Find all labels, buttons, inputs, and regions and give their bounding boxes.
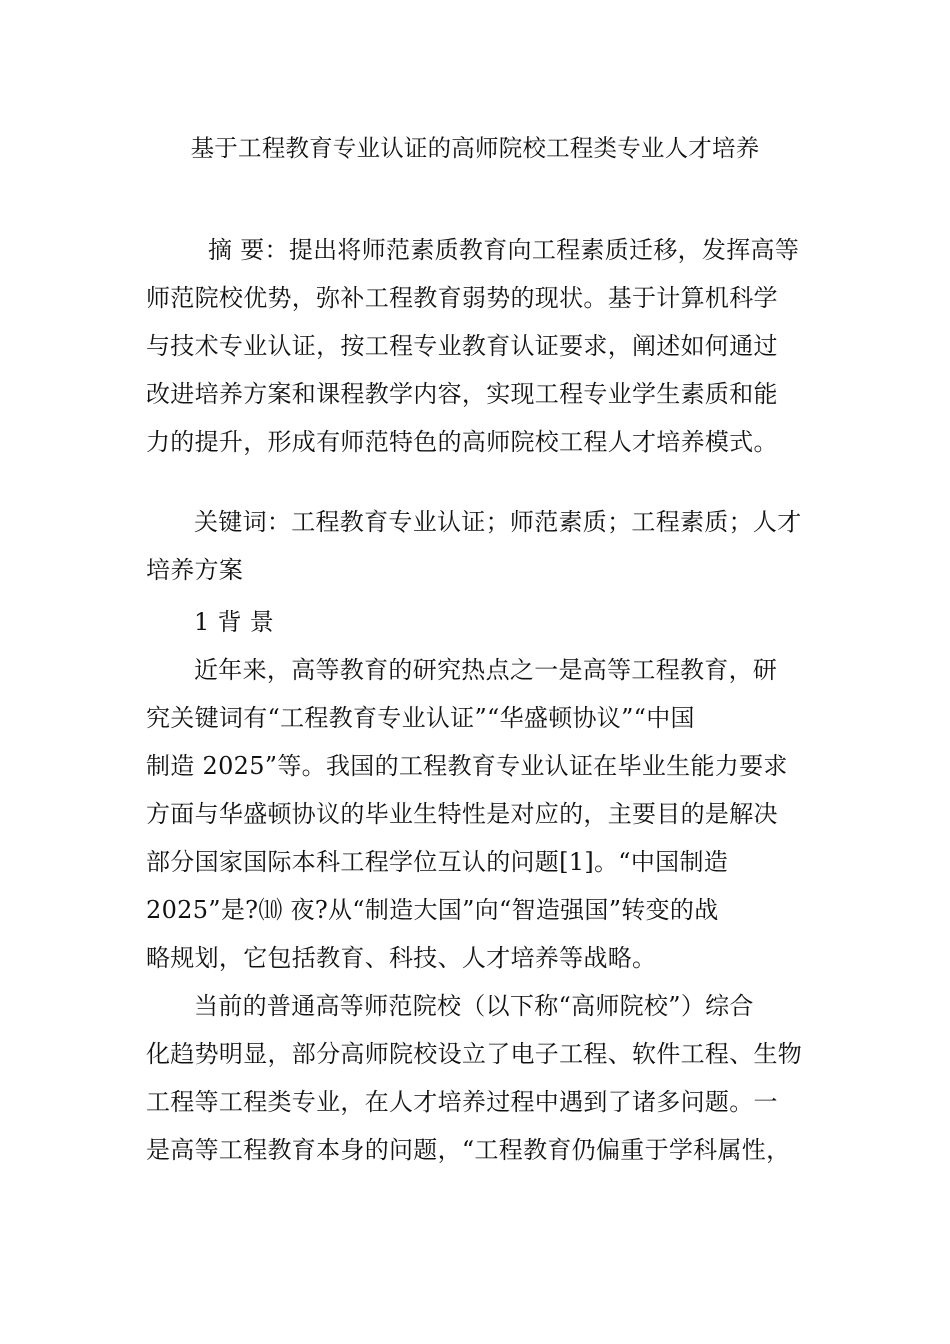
background-section bbox=[146, 598, 816, 1174]
document-title: 基于工程教育专业认证的高师院校工程类专业人才培养 bbox=[190, 134, 760, 162]
paragraph-line: 当前的普通高等师范院校（以下称“高师院校”）综合 bbox=[194, 992, 754, 1020]
abstract-line: 改进培养方案和课程教学内容，实现工程专业学生素质和能 bbox=[146, 380, 778, 408]
paragraph-line: 略规划，它包括教育、科技、人才培养等战略。 bbox=[146, 944, 657, 972]
section-heading: 1 背 景 bbox=[194, 608, 275, 636]
abstract-line: 师范院校优势，弥补工程教育弱势的现状。基于计算机科学 bbox=[146, 284, 778, 312]
keywords bbox=[146, 498, 816, 594]
paragraph-line: 究关键词有“工程教育专业认证”“华盛顿协议”“中国 bbox=[146, 704, 695, 732]
keywords-line: 关键词：工程教育专业认证；师范素质；工程素质；人才 bbox=[194, 508, 802, 536]
keywords-line: 培养方案 bbox=[146, 556, 244, 584]
abstract-line: 与技术专业认证，按工程专业教育认证要求，阐述如何通过 bbox=[146, 332, 778, 360]
paragraph-line: 部分国家国际本科工程学位互认的问题[1]。“中国制造 bbox=[146, 848, 729, 876]
paragraph-line: 是高等工程教育本身的问题，“工程教育仍偏重于学科属性， bbox=[146, 1136, 791, 1164]
paragraph-line: 制造 2025”等。我国的工程教育专业认证在毕业生能力要求 bbox=[146, 752, 788, 780]
paragraph-line: 2025”是?⑽ 夜?从“制造大国”向“智造强国”转变的战 bbox=[146, 896, 719, 924]
abstract-line: 力的提升，形成有师范特色的高师院校工程人才培养模式。 bbox=[146, 428, 778, 456]
paragraph-line: 工程等工程类专业，在人才培养过程中遇到了诸多问题。一 bbox=[146, 1088, 778, 1116]
paragraph-line: 化趋势明显，部分高师院校设立了电子工程、软件工程、生物 bbox=[146, 1040, 803, 1068]
paragraph-line: 近年来，高等教育的研究热点之一是高等工程教育，研 bbox=[194, 656, 778, 684]
abstract-line: 摘 要：提出将师范素质教育向工程素质迁移，发挥高等 bbox=[208, 236, 800, 264]
abstract bbox=[146, 226, 816, 466]
paragraph-line: 方面与华盛顿协议的毕业生特性是对应的，主要目的是解决 bbox=[146, 800, 778, 828]
